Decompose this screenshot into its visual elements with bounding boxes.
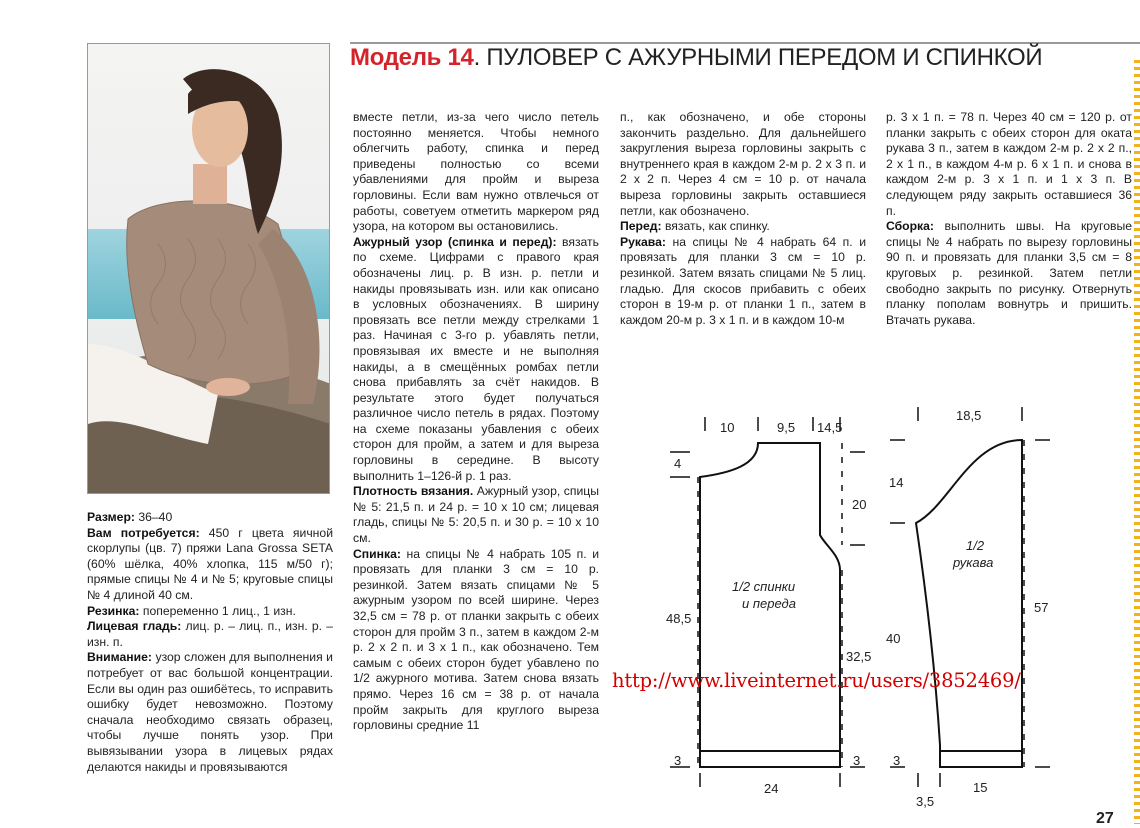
- front-text: вязать, как спинку.: [661, 219, 770, 234]
- dotted-edge-decoration: [1134, 60, 1140, 824]
- rib-label: Резинка:: [87, 603, 140, 618]
- size-paragraph: [87, 510, 333, 526]
- page-title: [350, 44, 1140, 78]
- neckline-paragraph: п., как обозначено, и обе стороны закончить раздельно. Для дальнейшего закругления выреза горловины закрыть с внутреннего края в каждом 2-м р. 2 х 3 п. и 2 х 2 п. Через 4 см = 10 р. от начала выреза горловины закрыть оставшиеся петли, как обозначено.: [620, 110, 866, 218]
- dim-18-5: 18,5: [956, 408, 982, 423]
- sleeves-text: на спицы № 4 набрать 64 п. и провязать для планки 3 см = 10 р. резинкой. Затем вязать спицами № 5 лиц. гладью. Для скосов прибавить с обеих сторон в 19-м р. от планки 1 п., затем в каждом 20-м р. 3 х 1 п. и в каждом 10-м: [620, 234, 866, 327]
- body-label-line-2: и переда: [742, 596, 796, 611]
- sleeve-piece: [886, 407, 1050, 809]
- attention-label: Внимание:: [87, 650, 152, 665]
- body-piece: [666, 417, 871, 796]
- rib-text: попеременно 1 лиц., 1 изн.: [139, 603, 296, 618]
- model-title: . ПУЛОВЕР С АЖУРНЫМИ ПЕРЕДОМ И СПИНКОЙ: [473, 44, 1043, 71]
- sleeve-label-line-2: рукава: [953, 555, 994, 570]
- stockinette-text: лиц. р. – лиц. п., изн. р. – изн. п.: [87, 619, 333, 649]
- dim-3-5: 3,5: [916, 794, 935, 809]
- back-text: на спицы № 4 набрать 105 п. и провязать для планки 3 см = 10 р. резинкой. Затем вязать спицами № 5 ажурным узором по всей ширине. Через 32,5 см = 78 р. от планки закрыть с обеих сторон для пройм 3 п., затем в каждом 2-м р. 2 х 2 п. и 3 х 1 п., как обозначено. Тем самым с обеих сторон будет убавлено по 1/2 ажурного мотива. Затем снова вязать прямо. Через 16 см = 38 р. от начала пройм закрыть для круглого выреза горловины средние 11: [353, 546, 599, 733]
- pattern-schematic: [650, 395, 1070, 815]
- body-label-line-1: 1/2 спинки: [732, 579, 796, 594]
- openwork-label: Ажурный узор (спинка и перед):: [353, 234, 557, 249]
- sleeve-outline: [916, 440, 1022, 767]
- watermark-url: http://www.liveinternet.ru/users/3852469/: [612, 669, 1021, 692]
- rib-paragraph: [87, 604, 333, 620]
- size-label: Размер:: [87, 510, 135, 524]
- sleeve-cap-paragraph: р. 3 х 1 п. = 78 п. Через 40 см = 120 р. от планки закрыть с обеих сторон для оката рукава 3 п., затем в каждом 2-м р. 2 х 2 п., 2 х 1 п., в каждом 4-м р. 6 х 1 п. и снова в каждом 2-м р. 3 х 1 п. и 1 х 3 п. В следующем ряду закрыть оставшиеся 36 п.: [886, 110, 1132, 218]
- dim-20: 20: [852, 497, 867, 512]
- column-2: [353, 110, 599, 734]
- column-4: [886, 110, 1132, 328]
- dim-9-5: 9,5: [777, 420, 796, 435]
- dim-14-5: 14,5: [817, 420, 843, 435]
- openwork-text: вязать по схеме. Цифрами с правого края обозначены лиц. р. В изн. р. петли и накиды провязывать изн. или как описано в условных обозначениях. В ширину провязать все петли между стрелками 1 раз. Начиная с 3-го р. убавлять петли, провязывая их вместе и не выполняя накиды, а в смещённых ромбах петли снова прибавлять за счёт накидов. В результате этого будет получаться различное число петель в рядах. Поэтому на схеме показаны убавления с обеих сторон для пройм, а затем и для выреза горловины в середине. В высоту выполнить 1–126-й р. 1 раз.: [353, 234, 599, 483]
- intro-paragraph: вместе петли, из-за чего число петель постоянно меняется. Чтобы немного облегчить работу, спинка и перед приведены полностью со всеми убавлениями для пройм и выреза горловины. Если вам нужно отвлечься от работы, советуем отметить маркером ряд узора, на котором вы остановились.: [353, 110, 599, 234]
- dim-3-body-left: 3: [674, 753, 682, 768]
- dim-48-5: 48,5: [666, 611, 692, 626]
- density-text: Ажурный узор, спицы № 5: 21,5 п. и 24 р. = 10 х 10 см; лицевая гладь, спицы № 5: 20,5 п. и 30 р. = 10 х 10 см.: [353, 484, 599, 546]
- density-paragraph: [353, 484, 599, 546]
- dim-3-sleeve: 3: [893, 753, 901, 768]
- assembly-paragraph: [886, 219, 1132, 328]
- assembly-text: выполнить швы. На круговые спицы № 4 набрать по вырезу горловины 90 п. и провязать для планки 3,5 см = 8 круговых р. резинкой. Затем петли свободно закрыть по рисунку. Отвернуть планку пополам вовнутрь и пришить. Втачать рукава.: [886, 219, 1132, 327]
- materials-text: 450 г цвета яичной скорлупы (цв. 7) пряжи Lana Grossa SETA (60% шёлка, 40% хлопка, 115 м/50 г); прямые спицы № 4 и № 5; круговые спицы № 4 длиной 40 см.: [87, 525, 334, 602]
- materials-label: Вам потребуется:: [87, 525, 200, 540]
- stockinette-paragraph: [87, 619, 333, 650]
- dim-15: 15: [973, 780, 988, 795]
- sleeves-label: Рукава:: [620, 234, 666, 249]
- sleeve-label-line-1: 1/2: [966, 538, 985, 553]
- sleeves-paragraph: [620, 235, 866, 329]
- dim-32-5: 32,5: [846, 649, 872, 664]
- page-number: 27: [1096, 810, 1114, 827]
- dim-40: 40: [886, 631, 901, 646]
- openwork-paragraph: [353, 235, 599, 485]
- size-text: 36–40: [134, 510, 173, 524]
- attention-paragraph: [87, 650, 333, 775]
- dim-57: 57: [1034, 600, 1049, 615]
- dim-3-body-right: 3: [853, 753, 861, 768]
- back-label: Спинка:: [353, 546, 401, 561]
- dim-14: 14: [889, 475, 904, 490]
- dim-10: 10: [720, 420, 735, 435]
- density-label: Плотность вязания.: [353, 484, 474, 499]
- materials-paragraph: [87, 526, 333, 604]
- dim-24: 24: [764, 781, 779, 796]
- attention-text: узор сложен для выполнения и потребует от вас большой концентрации. Если вы один раз ошибётесь, то исправить ошибку будет невозможно. Поэтому сначала необходимо связать образец, чтобы лучше понять узор. При вывязывании узора в лицевых рядах делаются накиды и провязываются: [87, 650, 333, 774]
- front-paragraph: [620, 219, 866, 235]
- model-photo-illustration: [88, 44, 330, 494]
- back-paragraph: [353, 547, 599, 734]
- assembly-label: Сборка:: [886, 219, 934, 234]
- model-photo: [87, 43, 330, 494]
- model-number: Модель 14: [350, 44, 474, 71]
- column-1: [87, 510, 333, 775]
- front-label: Перед:: [620, 219, 662, 234]
- column-3: [620, 110, 866, 328]
- dim-4: 4: [674, 456, 682, 471]
- stockinette-label: Лицевая гладь:: [87, 619, 182, 634]
